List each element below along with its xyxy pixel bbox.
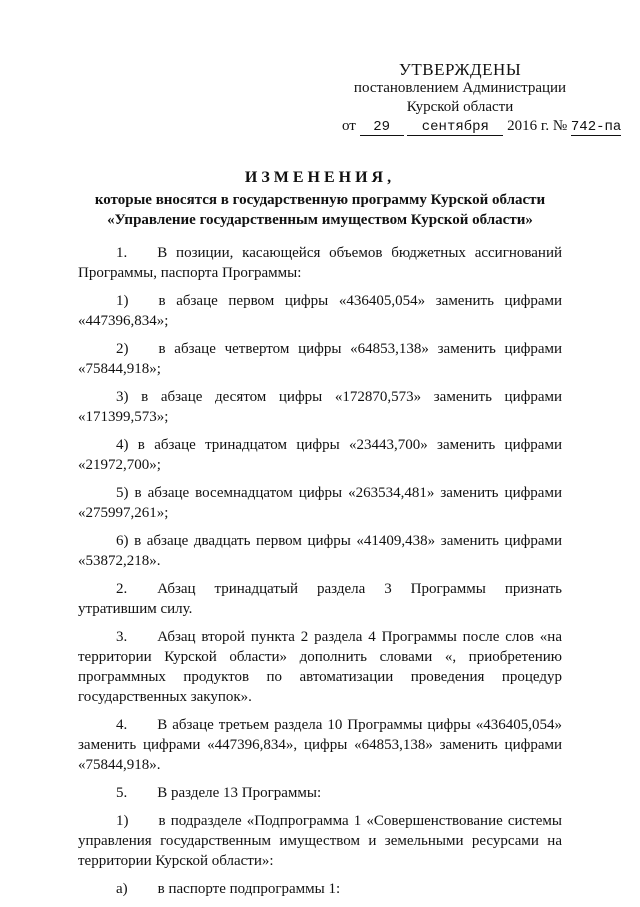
paragraph-1: 1. В позиции, касающейся объемов бюджетных ассигнований Программы, паспорта Программы: [78, 245, 562, 281]
paragraph-1-3: 3) в абзаце десятом цифры «172870,573» заменить цифрами «171399,573»; [78, 389, 562, 425]
approved-label: УТВЕРЖДЕНЫ [398, 60, 522, 79]
approval-date-line [340, 117, 622, 136]
approval-line-1: постановлением Администрации [353, 80, 567, 96]
date-month: сентября [407, 120, 503, 136]
date-day: 29 [360, 120, 404, 136]
paragraph-5-1: 1) в подразделе «Подпрограмма 1 «Совершенствование системы управления государственным имуществом и земельными ресурсами на территории Курской области»: [78, 813, 562, 869]
paragraph-2: 2. Абзац тринадцатый раздела 3 Программы признать утратившим силу. [78, 581, 562, 617]
date-prefix: от [342, 118, 356, 134]
decree-number: 742-па [570, 119, 622, 135]
heading-title: ИЗМЕНЕНИЯ, [244, 169, 396, 186]
paragraph-1-2: 2) в абзаце четвертом цифры «64853,138» заменить цифрами «75844,918»; [78, 341, 562, 377]
heading-line-1: которые вносятся в государственную программу Курской области [94, 192, 546, 208]
document-heading [60, 168, 580, 230]
document-body [78, 243, 562, 907]
paragraph-5-1-a: а) в паспорте подпрограммы 1: [116, 881, 341, 897]
approval-line-2: Курской области [406, 99, 514, 115]
heading-line-2: «Управление государственным имуществом Курской области» [107, 212, 533, 228]
paragraph-3: 3. Абзац второй пункта 2 раздела 4 Программы после слов «на территории Курской области» дополнить словами «, приобретению программных продуктов по автоматизации проведения процедур государственных закупок». [78, 629, 562, 705]
approval-stamp [340, 60, 622, 136]
paragraph-1-1: 1) в абзаце первом цифры «436405,054» заменить цифрами «447396,834»; [78, 293, 562, 329]
paragraph-1-5: 5) в абзаце восемнадцатом цифры «263534,481» заменить цифрами «275997,261»; [78, 485, 562, 521]
paragraph-1-4: 4) в абзаце тринадцатом цифры «23443,700» заменить цифрами «21972,700»; [78, 437, 562, 473]
paragraph-4: 4. В абзаце третьем раздела 10 Программы цифры «436405,054» заменить цифрами «447396,834», цифры «64853,138» заменить цифрами «75844,918». [78, 717, 562, 773]
date-year: 2016 г. № [507, 118, 568, 134]
paragraph-1-6: 6) в абзаце двадцать первом цифры «41409,438» заменить цифрами «53872,218». [78, 533, 562, 569]
paragraph-5: 5. В разделе 13 Программы: [116, 785, 322, 801]
